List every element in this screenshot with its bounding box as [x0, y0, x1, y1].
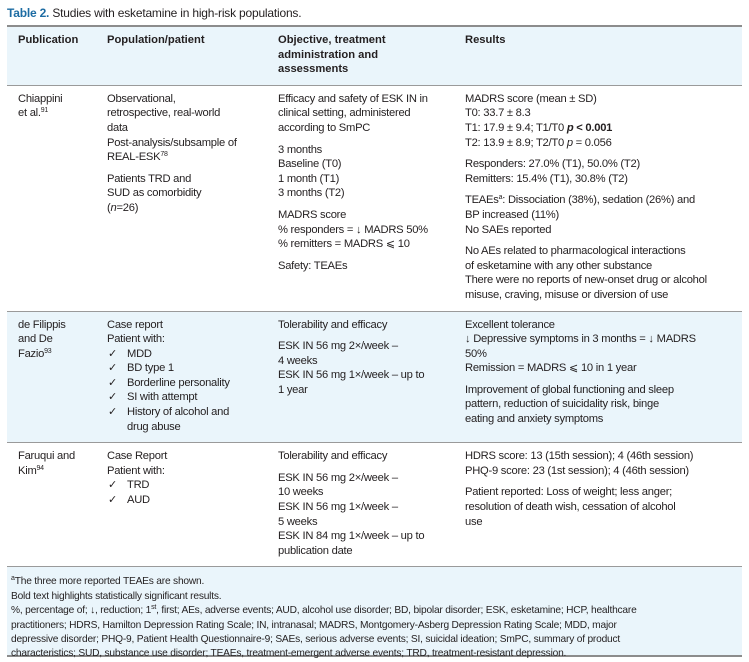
cell-paragraph — [278, 449, 465, 464]
footnote-line: characteristics; SUD, substance use disorder; TEAEs, treatment-emergent adverse events; TRD, treatment-resistant depression. — [11, 648, 567, 660]
text-line: REAL-ESK$^{78}$ — [107, 151, 168, 164]
text-line: 3 months — [278, 143, 323, 156]
checklist-item: ✓ Borderline personality — [108, 376, 230, 389]
header-objective-line: administration and — [278, 48, 379, 61]
text-line: % responders = ↓ MADRS 50% — [278, 223, 428, 236]
text-line: % remitters = MADRS ⩽ 10 — [278, 238, 410, 251]
text-line: according to SmPC — [278, 121, 371, 134]
text-line: Post-analysis/subsample of — [107, 136, 237, 149]
cell-paragraph — [465, 449, 742, 478]
text-line: SUD as comorbidity — [107, 187, 202, 200]
text-line: clinical setting, administered — [278, 107, 411, 120]
objective-cell — [278, 449, 465, 558]
text-line: Excellent tolerance — [465, 318, 555, 331]
header-objective-line: Objective, treatment — [278, 34, 386, 46]
population-cell — [107, 449, 278, 558]
text-line: HDRS score: 13 (15th session); 4 (46th session) — [465, 450, 694, 463]
text-line: No AEs related to pharmacological interactions — [465, 245, 686, 258]
text-line: Kim$^{94}$ — [18, 464, 44, 477]
header-population: Population/patient — [107, 34, 205, 46]
text-line: ↓ Depressive symptoms in 3 months = ↓ MADRS — [465, 333, 696, 346]
cell-paragraph — [465, 157, 742, 186]
cell-paragraph — [278, 92, 465, 136]
superscript: a — [11, 575, 15, 583]
text-line: T1: 17.9 ± 9.4; T1/T0 p < 0.001 — [465, 121, 613, 134]
text-line: Remission = MADRS ⩽ 10 in 1 year — [465, 362, 637, 375]
publication-cell — [7, 449, 107, 558]
results-cell — [465, 449, 742, 558]
text-line: Fazio$^{93}$ — [18, 347, 52, 360]
checklist-item: ✓ AUD — [108, 494, 150, 507]
text-line: ESK IN 56 mg 1×/week – — [278, 501, 398, 514]
text-line: ESK IN 84 mg 1×/week – up to — [278, 530, 425, 543]
text-line: No SAEs reported — [465, 223, 552, 236]
text-line: Observational, — [107, 92, 176, 105]
text-line: Patient with: — [107, 333, 165, 346]
text-line: 50% — [465, 347, 487, 360]
text-line: of esketamine with any other substance — [465, 259, 653, 272]
results-cell — [465, 92, 742, 303]
text-line: ESK IN 56 mg 2×/week – — [278, 471, 398, 484]
text-line: (n=26) — [107, 201, 139, 214]
cell-paragraph — [278, 259, 465, 274]
text-line: misuse, craving, misuse or diversion of use — [465, 288, 669, 301]
text-line: T0: 33.7 ± 8.3 — [465, 107, 531, 120]
publication-cell — [7, 92, 107, 303]
text-line: MADRS score — [278, 208, 347, 221]
checklist-item: ✓ TRD — [108, 479, 150, 492]
footnote-line: practitioners; HDRS, Hamilton Depression Rating Scale; IN, intranasal; MADRS, Montgomery-Asberg Depression Rating Scale; MDD, major — [11, 619, 617, 631]
footnote-line: $^a$The three more reported TEAEs are shown. — [11, 575, 205, 588]
population-cell — [107, 318, 278, 435]
bold-text: p — [566, 121, 574, 134]
check-icon: ✓ — [108, 376, 118, 389]
cell-paragraph — [465, 193, 742, 237]
text-line: Efficacy and safety of ESK IN in — [278, 92, 428, 105]
checklist-item: ✓ BD type 1 — [108, 362, 174, 375]
text-line: publication date — [278, 544, 353, 557]
text-line: Tolerability and efficacy — [278, 450, 388, 463]
check-icon: ✓ — [108, 406, 118, 419]
text-line: Patient with: — [107, 464, 165, 477]
cell-paragraph — [465, 92, 742, 150]
cell-paragraph — [18, 318, 107, 362]
cell-paragraph — [278, 143, 465, 201]
checklist-item-continued: drug abuse — [127, 420, 181, 433]
text-line: 1 year — [278, 383, 308, 396]
bold-text: < 0.001 — [573, 121, 613, 134]
cell-paragraph — [278, 339, 465, 397]
text-line: Case Report — [107, 450, 168, 463]
table-caption — [7, 6, 301, 20]
text-line: ESK IN 56 mg 2×/week – — [278, 340, 398, 353]
check-icon: ✓ — [108, 347, 118, 360]
text-line: use — [465, 515, 483, 528]
table-caption-label: Table 2. — [7, 6, 50, 20]
text-line: Remitters: 15.4% (T1), 30.8% (T2) — [465, 172, 628, 185]
text-line: eating and anxiety symptoms — [465, 413, 604, 426]
cell-paragraph — [465, 383, 742, 427]
checklist-item: ✓ SI with attempt — [108, 391, 198, 404]
table-footnotes — [7, 566, 742, 660]
text-line: Responders: 27.0% (T1), 50.0% (T2) — [465, 158, 640, 171]
text-line: de Filippis — [18, 318, 66, 331]
checklist-item: ✓ MDD — [108, 347, 152, 360]
superscript: 93 — [44, 347, 52, 355]
cell-paragraph — [465, 244, 742, 302]
text-line: Safety: TEAEs — [278, 259, 348, 272]
text-line: retrospective, real-world — [107, 107, 221, 120]
objective-cell — [278, 92, 465, 303]
table-row — [7, 311, 742, 443]
text-line: data — [107, 121, 128, 134]
text-line: Improvement of global functioning and sleep — [465, 383, 674, 396]
text-line: TEAEs$^a$: Dissociation (38%), sedation (26%) and — [465, 194, 695, 207]
text-line: Patient reported: Loss of weight; less anger; — [465, 486, 673, 499]
cell-paragraph — [107, 172, 278, 216]
text-line: ESK IN 56 mg 1×/week – up to — [278, 369, 425, 382]
table-body — [7, 85, 742, 567]
cell-paragraph — [107, 318, 278, 435]
check-icon: ✓ — [108, 479, 118, 492]
cell-paragraph — [465, 318, 742, 376]
superscript: 78 — [160, 151, 168, 159]
cell-paragraph — [465, 485, 742, 529]
table-row — [7, 442, 742, 566]
header-publication: Publication — [18, 34, 79, 46]
cell-paragraph — [278, 318, 465, 333]
cell-paragraph — [107, 92, 278, 165]
population-cell — [107, 92, 278, 303]
objective-cell — [278, 318, 465, 435]
text-line: pattern, reduction of suicidality risk, binge — [465, 398, 659, 411]
cell-paragraph — [278, 208, 465, 252]
text-line: PHQ-9 score: 23 (1st session); 4 (46th session) — [465, 464, 689, 477]
text-line: 3 months (T2) — [278, 187, 345, 200]
text-line: There were no reports of new-onset drug or alcohol — [465, 274, 707, 287]
text-line: BP increased (11%) — [465, 208, 559, 221]
text-line: 10 weeks — [278, 486, 324, 499]
studies-table — [7, 25, 742, 660]
superscript: a — [498, 194, 503, 202]
table-header-row — [7, 27, 742, 85]
check-icon: ✓ — [108, 391, 118, 404]
results-cell — [465, 318, 742, 435]
check-icon: ✓ — [108, 494, 118, 507]
header-objective — [278, 27, 465, 85]
checklist-item: ✓ History of alcohol and — [108, 406, 230, 419]
footnote-line: depressive disorder; PHQ-9, Patient Health Questionnaire-9; SAEs, serious adverse events; SI, suicidal ideation; SmPC, summary of product — [11, 634, 621, 646]
italic-text: n — [110, 201, 117, 214]
italic-text: p — [566, 136, 573, 149]
text-line: et al.$^{91}$ — [18, 107, 49, 120]
cell-paragraph — [18, 449, 107, 478]
cell-paragraph — [107, 449, 278, 507]
text-line: T2: 13.9 ± 8.9; T2/T0 p = 0.056 — [465, 136, 612, 149]
text-line: 4 weeks — [278, 354, 318, 367]
text-line: Tolerability and efficacy — [278, 318, 388, 331]
publication-cell — [7, 318, 107, 435]
text-line: Faruqui and — [18, 450, 75, 463]
header-objective-line: assessments — [278, 63, 349, 76]
cell-paragraph — [18, 92, 107, 121]
text-line: Chiappini — [18, 92, 63, 105]
text-line: 5 weeks — [278, 515, 318, 528]
footnote-line: Bold text highlights statistically significant results. — [11, 590, 222, 602]
superscript: 91 — [40, 107, 49, 115]
text-line: MADRS score (mean ± SD) — [465, 92, 597, 105]
text-line: resolution of death wish, cessation of alcohol — [465, 501, 676, 514]
table-row — [7, 85, 742, 311]
header-results: Results — [465, 34, 506, 46]
text-line: 1 month (T1) — [278, 172, 340, 185]
text-line: Patients TRD and — [107, 172, 192, 185]
text-line: Baseline (T0) — [278, 158, 342, 171]
superscript: 94 — [36, 464, 44, 472]
check-icon: ✓ — [108, 362, 118, 375]
footnote-line: %, percentage of; ↓, reduction; 1st, first; AEs, adverse events; AUD, alcohol use disorder; BD, bipolar disorder; ESK, esketamine; HCP, healthcare — [11, 604, 637, 617]
table-caption-text: Studies with esketamine in high-risk populations. — [52, 6, 302, 20]
cell-paragraph — [278, 471, 465, 559]
text-line: Case report — [107, 318, 163, 331]
text-line: and De — [18, 333, 53, 346]
superscript: st — [151, 604, 157, 612]
